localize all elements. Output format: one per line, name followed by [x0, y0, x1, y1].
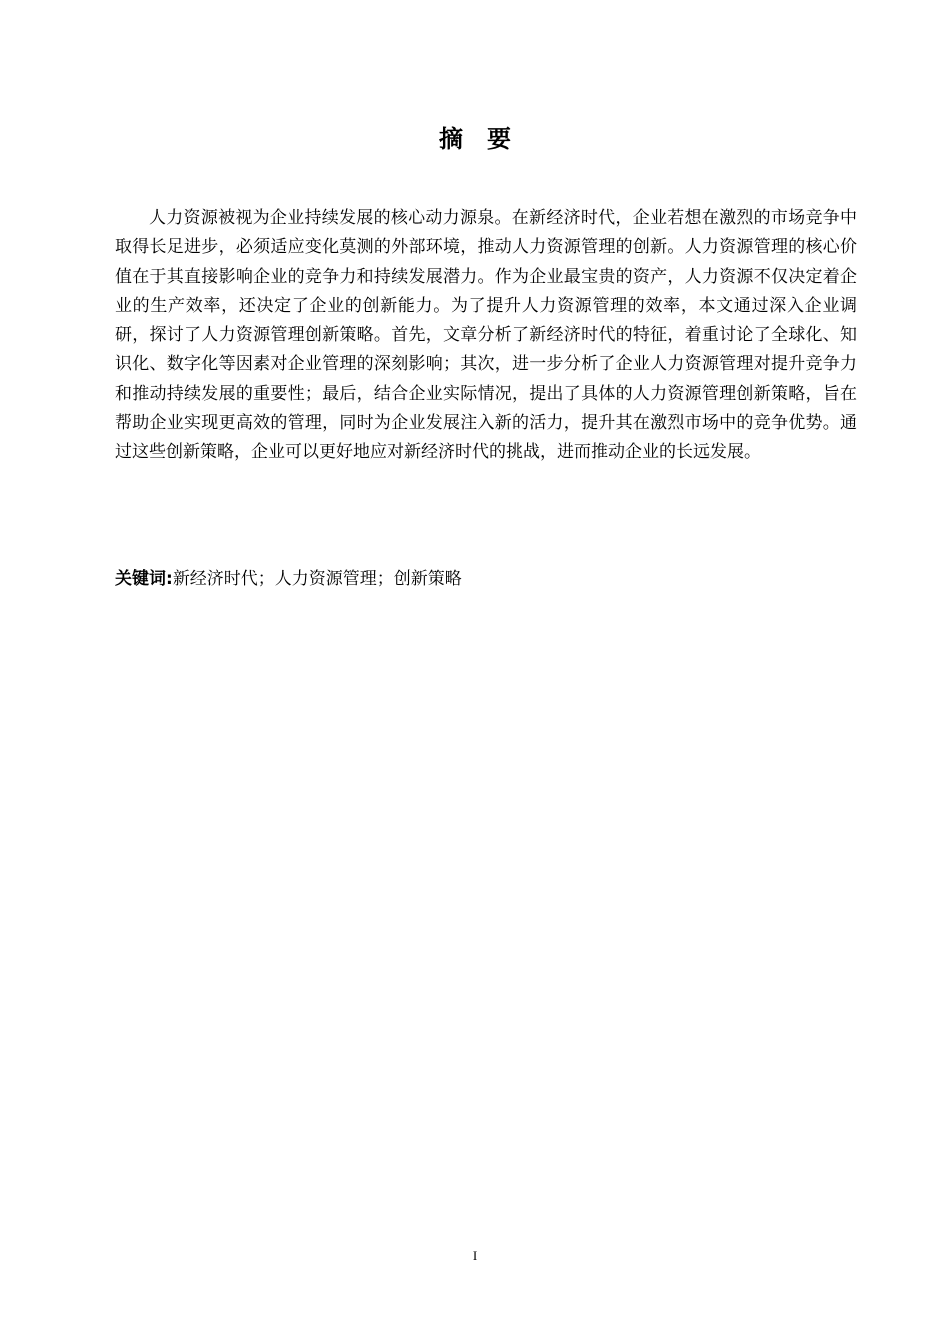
abstract-paragraph: 人力资源被视为企业持续发展的核心动力源泉。在新经济时代，企业若想在激烈的市场竞争中取得长足进步，必须适应变化莫测的外部环境，推动人力资源管理的创新。人力资源管理的核心价值在于其直接影响企业的竞争力和持续发展潜力。作为企业最宝贵的资产，人力资源不仅决定着企业的生产效率，还决定了企业的创新能力。为了提升人力资源管理的效率，本文通过深入企业调研，探讨了人力资源管理创新策略。首先，文章分析了新经济时代的特征，着重讨论了全球化、知识化、数字化等因素对企业管理的深刻影响；其次，进一步分析了企业人力资源管理对提升竞争力和推动持续发展的重要性；最后，结合企业实际情况，提出了具体的人力资源管理创新策略，旨在帮助企业实现更高效的管理，同时为企业发展注入新的活力，提升其在激烈市场中的竞争优势。通过这些创新策略，企业可以更好地应对新经济时代的挑战，进而推动企业的长远发展。 [115, 208, 857, 463]
keywords-label: 关键词: [115, 569, 173, 589]
keywords-line [115, 565, 857, 594]
page-number: I [472, 1248, 478, 1263]
abstract-title-char-1: 摘 [439, 125, 463, 153]
abstract-title-char-2: 要 [487, 125, 511, 153]
keywords-value: 新经济时代；人力资源管理；创新策略 [172, 569, 462, 589]
abstract-title [0, 122, 950, 156]
